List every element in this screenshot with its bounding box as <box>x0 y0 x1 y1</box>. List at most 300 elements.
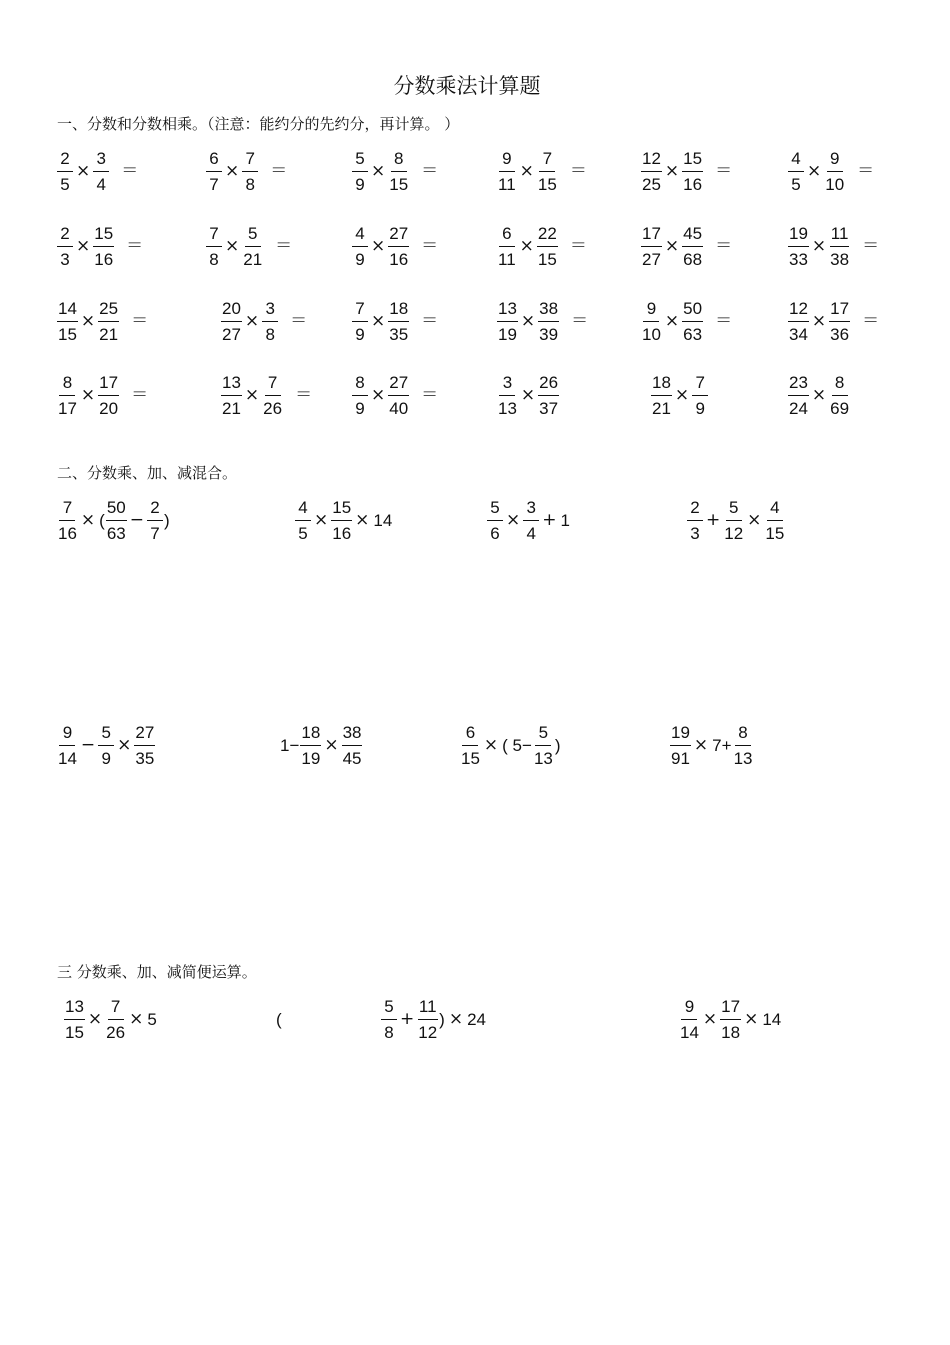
operator: × <box>448 1009 464 1029</box>
denominator: 10 <box>642 325 661 344</box>
numerator: 12 <box>788 300 809 322</box>
fraction <box>388 300 409 343</box>
numerator: 38 <box>342 724 363 746</box>
fraction <box>388 225 409 268</box>
numerator: 8 <box>391 150 407 172</box>
denominator: 37 <box>539 399 559 418</box>
fraction <box>388 150 409 193</box>
expression <box>679 998 782 1041</box>
numerator: 4 <box>352 225 368 247</box>
times-operator: × <box>664 161 680 181</box>
numerator: 27 <box>388 225 409 247</box>
operator: × <box>87 1009 103 1029</box>
fraction <box>720 998 741 1041</box>
denominator: 13 <box>733 749 753 768</box>
fraction <box>98 300 119 343</box>
operator: × <box>506 510 521 530</box>
multiplication-problem <box>57 374 151 417</box>
multiplication-problem <box>352 300 441 343</box>
numerator: 8 <box>352 374 368 396</box>
operator: + <box>542 510 557 530</box>
operator: × <box>747 510 762 530</box>
fraction <box>537 225 558 268</box>
fraction <box>93 150 109 193</box>
fraction <box>641 150 662 193</box>
numerator: 3 <box>523 499 539 521</box>
equals-sign: ＝ <box>421 161 439 181</box>
multiplication-problem <box>651 374 708 417</box>
multiplication-problem <box>788 150 877 193</box>
equals-sign: ＝ <box>857 161 875 181</box>
fraction <box>641 300 662 343</box>
operator: + <box>706 510 721 530</box>
operator: × <box>744 1009 759 1029</box>
fraction <box>57 499 78 542</box>
times-operator: × <box>811 311 827 331</box>
fraction <box>57 300 78 343</box>
fraction <box>57 225 73 268</box>
fraction <box>460 724 481 767</box>
denominator: 11 <box>498 175 516 194</box>
equals-sign: ＝ <box>270 161 288 181</box>
numerator: 14 <box>57 300 78 322</box>
denominator: 35 <box>389 325 409 344</box>
times-operator: × <box>519 161 534 181</box>
times-operator: × <box>371 385 386 405</box>
numerator: 45 <box>682 225 703 247</box>
numerator: 6 <box>206 150 222 172</box>
fraction <box>147 499 163 542</box>
times-operator: × <box>371 311 386 331</box>
fraction <box>824 150 845 193</box>
denominator: 10 <box>825 175 845 194</box>
times-operator: × <box>664 311 680 331</box>
denominator: 7 <box>209 175 219 194</box>
numerator: 20 <box>221 300 242 322</box>
expression <box>460 724 562 767</box>
fraction <box>98 374 119 417</box>
equals-sign: ＝ <box>715 236 733 256</box>
times-operator: × <box>80 311 96 331</box>
multiplication-problem <box>221 374 315 417</box>
numerator: 5 <box>487 499 503 521</box>
denominator: 91 <box>671 749 690 768</box>
fraction <box>788 150 804 193</box>
denominator: 20 <box>99 399 119 418</box>
operator: − <box>80 735 96 755</box>
operator: × <box>117 735 132 755</box>
equals-sign: ＝ <box>862 311 880 331</box>
denominator: 40 <box>389 399 409 418</box>
denominator: 11 <box>498 250 516 269</box>
denominator: 18 <box>721 1023 741 1042</box>
numerator: 8 <box>832 374 848 396</box>
times-operator: × <box>811 385 827 405</box>
fraction <box>523 499 539 542</box>
numerator: 4 <box>295 499 311 521</box>
fraction <box>206 225 222 268</box>
expression-text: ( 5− <box>502 736 532 755</box>
fraction <box>487 499 503 542</box>
fraction <box>93 225 114 268</box>
equals-sign: ＝ <box>131 385 149 405</box>
fraction <box>331 499 352 542</box>
numerator: 13 <box>64 998 85 1020</box>
fraction <box>417 998 438 1041</box>
fraction <box>692 374 708 417</box>
numerator: 13 <box>497 300 518 322</box>
fraction <box>829 300 850 343</box>
equals-sign: ＝ <box>421 236 439 256</box>
denominator: 15 <box>65 1023 84 1042</box>
denominator: 19 <box>301 749 321 768</box>
denominator: 21 <box>652 399 671 418</box>
multiplication-problem <box>352 374 441 417</box>
fraction <box>497 300 518 343</box>
denominator: 12 <box>418 1023 438 1042</box>
equals-sign: ＝ <box>421 311 439 331</box>
expression-text: ) <box>164 511 170 530</box>
fraction <box>788 374 809 417</box>
numerator: 15 <box>682 150 703 172</box>
numerator: 2 <box>687 499 703 521</box>
expression-text: ( <box>276 1010 282 1029</box>
fraction <box>538 300 559 343</box>
denominator: 4 <box>526 524 536 543</box>
numerator: 22 <box>537 225 558 247</box>
numerator: 2 <box>57 225 73 247</box>
fraction <box>497 150 517 193</box>
times-operator: × <box>664 236 680 256</box>
denominator: 14 <box>58 749 77 768</box>
denominator: 45 <box>342 749 362 768</box>
times-operator: × <box>371 236 386 256</box>
numerator: 27 <box>134 724 155 746</box>
fraction <box>242 150 258 193</box>
numerator: 18 <box>300 724 321 746</box>
denominator: 21 <box>243 250 263 269</box>
numerator: 7 <box>206 225 222 247</box>
page-title: 分数乘法计算题 <box>393 74 541 98</box>
fraction <box>352 225 368 268</box>
expression <box>670 724 753 767</box>
multiplication-problem <box>497 150 590 193</box>
operator: × <box>324 735 339 755</box>
fraction <box>723 499 744 542</box>
expression <box>687 499 785 542</box>
numerator: 8 <box>735 724 751 746</box>
fraction <box>538 374 559 417</box>
denominator: 21 <box>222 399 241 418</box>
fraction <box>221 374 242 417</box>
equals-sign: ＝ <box>715 311 733 331</box>
numerator: 9 <box>681 998 697 1020</box>
denominator: 5 <box>60 175 70 194</box>
denominator: 8 <box>209 250 219 269</box>
multiplication-problem <box>788 374 850 417</box>
times-operator: × <box>811 236 827 256</box>
fraction <box>206 150 222 193</box>
operator: − <box>129 510 145 530</box>
equals-sign: ＝ <box>862 236 880 256</box>
fraction <box>497 225 517 268</box>
numerator: 5 <box>245 225 261 247</box>
denominator: 25 <box>642 175 661 194</box>
times-operator: × <box>225 236 240 256</box>
times-operator: × <box>244 385 260 405</box>
operator: × <box>693 735 709 755</box>
numerator: 3 <box>499 374 515 396</box>
operator: × <box>483 735 499 755</box>
fraction <box>352 300 368 343</box>
expression <box>275 1011 283 1028</box>
denominator: 9 <box>355 325 365 344</box>
fraction <box>242 225 263 268</box>
equals-sign: ＝ <box>121 161 139 181</box>
multiplication-problem <box>57 150 141 193</box>
times-operator: × <box>807 161 822 181</box>
denominator: 21 <box>99 325 119 344</box>
multiplication-problem <box>206 150 290 193</box>
times-operator: × <box>244 311 260 331</box>
equals-sign: ＝ <box>569 236 587 256</box>
equals-sign: ＝ <box>569 161 587 181</box>
expression <box>64 998 158 1041</box>
denominator: 3 <box>60 250 70 269</box>
fraction <box>651 374 672 417</box>
numerator: 50 <box>682 300 703 322</box>
equals-sign: ＝ <box>126 236 144 256</box>
denominator: 33 <box>789 250 808 269</box>
equals-sign: ＝ <box>715 161 733 181</box>
numerator: 3 <box>93 150 109 172</box>
expression-text: ) <box>439 1010 445 1029</box>
denominator: 5 <box>298 524 308 543</box>
denominator: 16 <box>683 175 703 194</box>
fraction <box>352 150 368 193</box>
numerator: 26 <box>538 374 559 396</box>
fraction <box>788 225 809 268</box>
fraction <box>64 998 85 1041</box>
expression <box>487 499 571 542</box>
denominator: 13 <box>533 749 553 768</box>
denominator: 35 <box>135 749 155 768</box>
denominator: 8 <box>384 1023 394 1042</box>
numerator: 7 <box>352 300 368 322</box>
fraction <box>641 225 662 268</box>
expression-text: 5 <box>147 1010 157 1029</box>
multiplication-problem <box>206 225 295 268</box>
denominator: 8 <box>265 325 275 344</box>
denominator: 15 <box>765 524 785 543</box>
expression <box>57 499 171 542</box>
numerator: 7 <box>108 998 124 1020</box>
denominator: 27 <box>642 250 661 269</box>
numerator: 2 <box>147 499 163 521</box>
fraction <box>98 724 114 767</box>
fraction <box>682 300 703 343</box>
denominator: 12 <box>724 524 744 543</box>
fraction <box>106 499 127 542</box>
multiplication-problem <box>641 300 735 343</box>
fraction <box>300 724 321 767</box>
numerator: 5 <box>535 724 551 746</box>
denominator: 15 <box>537 250 557 269</box>
numerator: 4 <box>767 499 783 521</box>
fraction <box>262 374 283 417</box>
numerator: 9 <box>827 150 843 172</box>
fraction <box>105 998 126 1041</box>
denominator: 5 <box>791 175 801 194</box>
fraction <box>221 300 242 343</box>
numerator: 4 <box>788 150 804 172</box>
multiplication-problem <box>497 374 559 417</box>
numerator: 15 <box>331 499 352 521</box>
denominator: 63 <box>106 524 126 543</box>
multiplication-problem <box>788 225 882 268</box>
denominator: 39 <box>539 325 559 344</box>
multiplication-problem <box>497 300 591 343</box>
fraction <box>687 499 703 542</box>
fraction <box>352 374 368 417</box>
numerator: 19 <box>670 724 691 746</box>
numerator: 7 <box>539 150 555 172</box>
denominator: 16 <box>332 524 352 543</box>
fraction <box>788 300 809 343</box>
denominator: 7 <box>150 524 160 543</box>
operator: × <box>129 1009 144 1029</box>
denominator: 15 <box>58 325 77 344</box>
numerator: 3 <box>262 300 278 322</box>
times-operator: × <box>520 385 536 405</box>
expression <box>295 499 393 542</box>
operator: × <box>355 510 370 530</box>
denominator: 26 <box>106 1023 126 1042</box>
numerator: 11 <box>418 998 438 1020</box>
numerator: 6 <box>499 225 515 247</box>
fraction <box>57 724 78 767</box>
multiplication-problem <box>641 225 735 268</box>
numerator: 12 <box>641 150 662 172</box>
times-operator: × <box>76 236 91 256</box>
multiplication-problem <box>221 300 310 343</box>
numerator: 5 <box>726 499 742 521</box>
fraction <box>733 724 754 767</box>
denominator: 69 <box>830 399 850 418</box>
multiplication-problem <box>788 300 882 343</box>
fraction <box>764 499 785 542</box>
fraction <box>57 150 73 193</box>
operator: × <box>702 1009 718 1029</box>
numerator: 23 <box>788 374 809 396</box>
times-operator: × <box>519 236 534 256</box>
denominator: 13 <box>498 399 517 418</box>
times-operator: × <box>520 311 536 331</box>
numerator: 7 <box>59 499 75 521</box>
numerator: 5 <box>381 998 397 1020</box>
section-3-heading: 三 分数乘、加、减简便运算。 <box>57 963 257 981</box>
numerator: 8 <box>59 374 75 396</box>
multiplication-problem <box>352 225 441 268</box>
operator: + <box>400 1009 415 1029</box>
fraction <box>829 374 850 417</box>
section-2-heading: 二、分数乘、加、减混合。 <box>57 464 238 482</box>
denominator: 17 <box>58 399 77 418</box>
expression-text: ) <box>554 736 561 755</box>
numerator: 38 <box>538 300 559 322</box>
denominator: 3 <box>690 524 700 543</box>
numerator: 7 <box>265 374 281 396</box>
expression-text: 14 <box>762 1010 782 1029</box>
denominator: 16 <box>389 250 409 269</box>
denominator: 15 <box>461 749 480 768</box>
equals-sign: ＝ <box>290 311 308 331</box>
fraction <box>682 225 703 268</box>
equals-sign: ＝ <box>275 236 293 256</box>
section-1-heading: 一、分数和分数相乘。（注意：能约分的先约分，再计算。 ） <box>57 115 460 133</box>
expression-text: 14 <box>373 511 393 530</box>
denominator: 68 <box>683 250 703 269</box>
numerator: 15 <box>93 225 114 247</box>
numerator: 7 <box>242 150 258 172</box>
fraction <box>497 374 518 417</box>
denominator: 9 <box>355 250 365 269</box>
denominator: 8 <box>245 175 255 194</box>
fraction <box>829 225 850 268</box>
numerator: 19 <box>788 225 809 247</box>
operator: × <box>314 510 329 530</box>
numerator: 5 <box>98 724 114 746</box>
equals-sign: ＝ <box>421 385 439 405</box>
denominator: 34 <box>789 325 808 344</box>
numerator: 13 <box>221 374 242 396</box>
fraction <box>262 300 278 343</box>
numerator: 5 <box>352 150 368 172</box>
numerator: 18 <box>388 300 409 322</box>
denominator: 27 <box>222 325 241 344</box>
numerator: 50 <box>106 499 127 521</box>
fraction <box>537 150 558 193</box>
denominator: 9 <box>355 399 365 418</box>
fraction <box>57 374 78 417</box>
numerator: 17 <box>98 374 119 396</box>
expression <box>279 724 362 767</box>
fraction <box>679 998 700 1041</box>
denominator: 26 <box>263 399 283 418</box>
operator: × <box>80 510 96 530</box>
equals-sign: ＝ <box>571 311 589 331</box>
denominator: 4 <box>96 175 106 194</box>
fraction <box>682 150 703 193</box>
numerator: 17 <box>829 300 850 322</box>
expression-text: 24 <box>467 1010 487 1029</box>
denominator: 9 <box>101 749 111 768</box>
denominator: 14 <box>680 1023 699 1042</box>
denominator: 16 <box>94 250 114 269</box>
numerator: 7 <box>692 374 708 396</box>
denominator: 38 <box>830 250 850 269</box>
expression <box>57 724 155 767</box>
numerator: 25 <box>98 300 119 322</box>
expression-text: 1 <box>560 511 570 530</box>
multiplication-problem <box>57 225 146 268</box>
denominator: 9 <box>355 175 365 194</box>
denominator: 63 <box>683 325 703 344</box>
numerator: 27 <box>388 374 409 396</box>
numerator: 11 <box>830 225 850 247</box>
fraction <box>295 499 311 542</box>
numerator: 17 <box>641 225 662 247</box>
